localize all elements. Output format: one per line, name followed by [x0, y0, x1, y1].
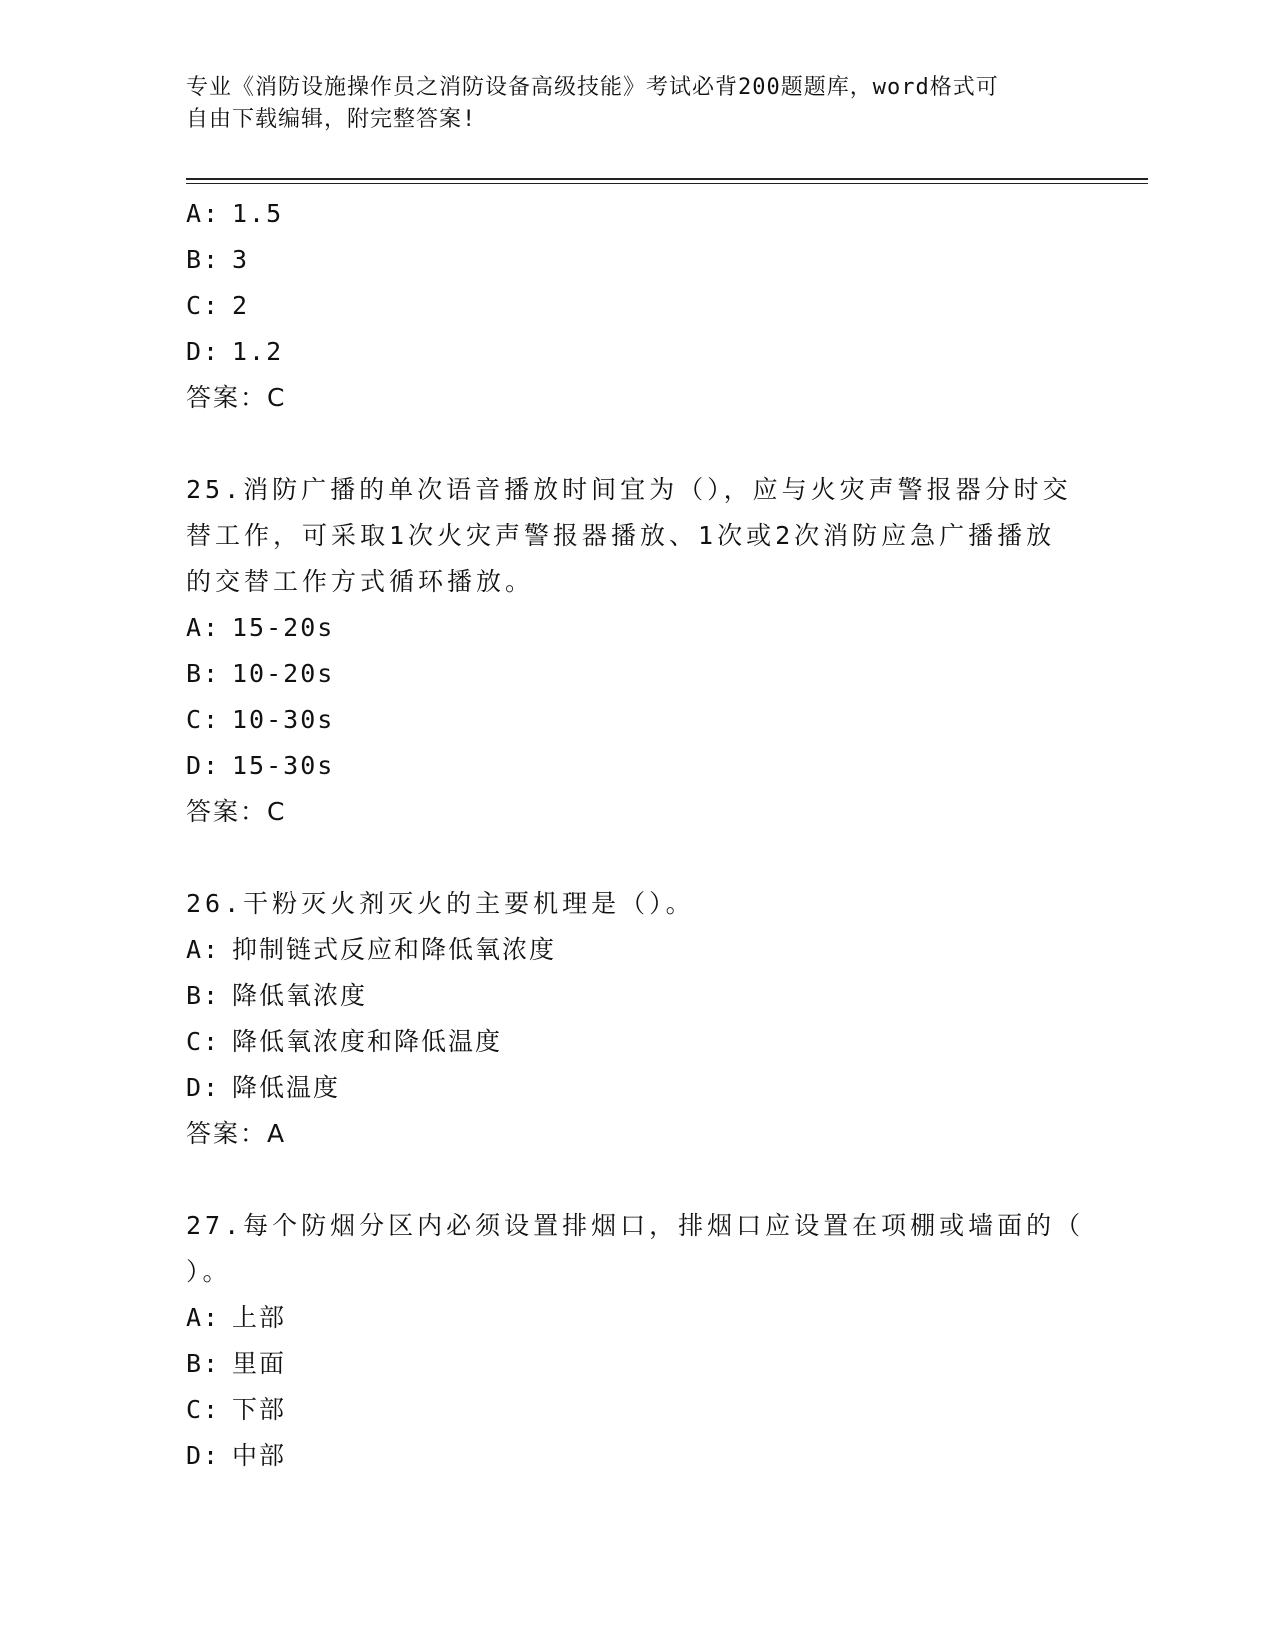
question-27: [186, 1203, 1086, 1479]
question-24-tail: [186, 191, 1086, 421]
header-line-1: 专业《消防设施操作员之消防设备高级技能》考试必背200题题库，word格式可: [186, 75, 999, 100]
question-stem-line: 25.消防广播的单次语音播放时间宜为（），应与火灾声警报器分时交: [186, 475, 1072, 504]
question-25: [186, 467, 1086, 835]
option-a: A: 抑制链式反应和降低氧浓度: [186, 935, 557, 964]
option-d: D: 降低温度: [186, 1073, 341, 1102]
question-list: [186, 191, 1086, 1479]
option-d: D: 中部: [186, 1441, 287, 1470]
spacer: [186, 1157, 1086, 1203]
answer-line: 答案：C: [186, 383, 287, 412]
option-c: C: 下部: [186, 1395, 287, 1424]
header-rule-thin: [186, 183, 1148, 184]
option-d: D: 1.2: [186, 337, 284, 366]
option-a: A: 上部: [186, 1303, 287, 1332]
question-stem-line: 替工作，可采取1次火灾声警报器播放、1次或2次消防应急广播播放: [186, 521, 1056, 550]
option-a: A: 15-20s: [186, 613, 335, 642]
option-d: D: 15-30s: [186, 751, 335, 780]
spacer: [186, 835, 1086, 881]
option-b: B: 降低氧浓度: [186, 981, 368, 1010]
answer-line: 答案：A: [186, 1119, 287, 1148]
option-c: C: 降低氧浓度和降低温度: [186, 1027, 503, 1056]
document-header: [186, 72, 1086, 136]
spacer: [186, 421, 1086, 467]
question-stem-line: 26.干粉灭火剂灭火的主要机理是（）。: [186, 889, 695, 918]
option-b: B: 10-20s: [186, 659, 335, 688]
question-26: [186, 881, 1086, 1157]
question-stem-line: ）。: [186, 1257, 232, 1286]
option-b: B: 3: [186, 245, 250, 274]
header-line-2: 自由下载编辑，附完整答案!: [186, 107, 477, 132]
answer-line: 答案：C: [186, 797, 287, 826]
question-stem-line: 的交替工作方式循环播放。: [186, 567, 535, 596]
header-rule-thick: [186, 178, 1148, 180]
question-stem-line: 27.每个防烟分区内必须设置排烟口，排烟口应设置在项棚或墙面的（: [186, 1211, 1085, 1240]
option-a: A: 1.5: [186, 199, 284, 228]
option-c: C: 10-30s: [186, 705, 335, 734]
option-b: B: 里面: [186, 1349, 287, 1378]
option-c: C: 2: [186, 291, 250, 320]
